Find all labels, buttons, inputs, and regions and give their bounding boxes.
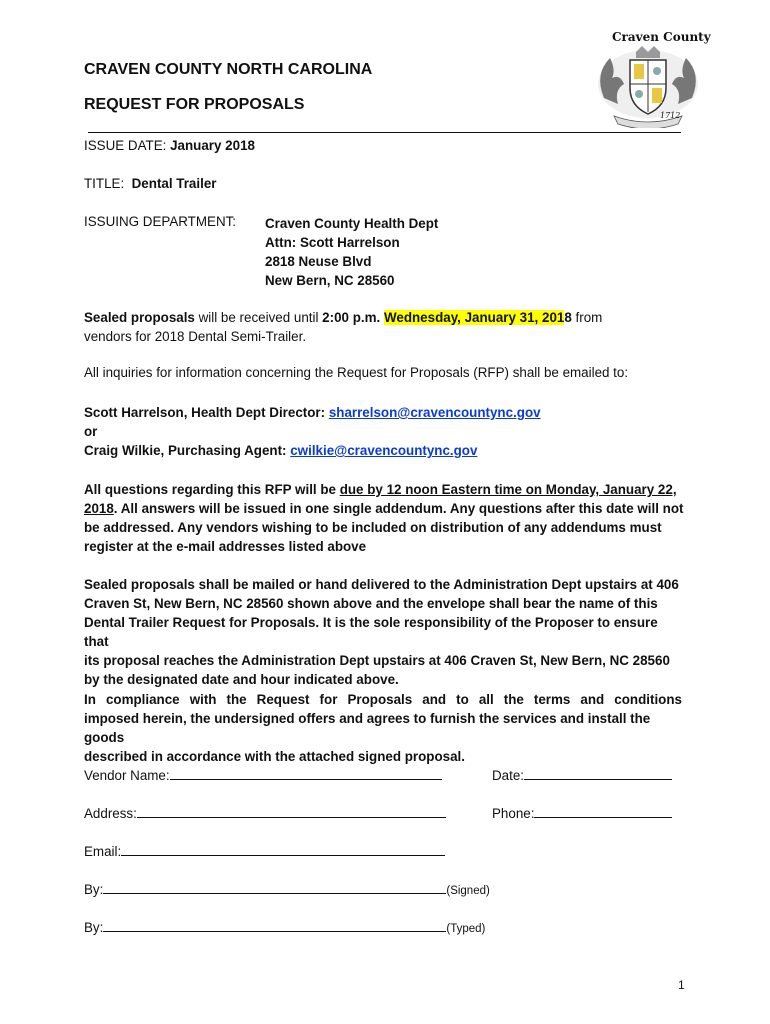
signed-note: (Signed) [446,885,490,897]
delivery-text: Sealed proposals shall be mailed or hand delivered to the Administration Dept upstairs at 406 [84,577,679,592]
vendor-name-field[interactable] [84,766,442,783]
seal-year: 1712 [660,111,681,120]
issuing-department-label: ISSUING DEPARTMENT: [84,214,237,229]
contact-or: or [84,424,98,439]
compliance-text: described in accordance with the attached signed proposal. [84,749,465,764]
questions-text: All questions regarding this RFP will be [84,482,340,497]
questions-paragraph [84,480,684,556]
address-label: Address: [84,806,137,821]
sealed-line-2: vendors for 2018 Dental Semi-Trailer. [84,329,307,344]
title-row [84,176,216,191]
county-title: CRAVEN COUNTY NORTH CAROLINA [84,61,373,78]
contact-2-label: Craig Wilkie, Purchasing Agent: [84,443,291,458]
issuing-department-address [265,214,438,290]
address-field[interactable] [84,804,446,821]
sealed-proposals-paragraph [84,308,684,346]
signed-by-field[interactable] [84,880,490,897]
issue-date-label: ISSUE DATE: [84,138,167,153]
sealed-text: will be received until [194,310,323,325]
issue-date-row [84,138,255,153]
typed-note: (Typed) [446,923,486,935]
seal-text: Craven County [612,30,711,44]
delivery-text: Dental Trailer Request for Proposals. It is the sole responsibility of the Proposer to ensure that [84,615,658,649]
contacts-block [84,403,541,460]
issue-date-value: January 2018 [170,138,255,153]
deadline-date-end: 8 [564,310,572,325]
department-line: 2818 Neuse Blvd [265,254,372,269]
date-field[interactable] [492,766,672,783]
date-line[interactable] [524,766,672,780]
title-label: TITLE: [84,176,125,191]
seal-crest-icon [590,44,706,128]
typed-by-field[interactable] [84,918,485,935]
department-line: Attn: Scott Harrelson [265,235,400,250]
date-label: Date: [492,768,525,783]
email-label: Email: [84,844,122,859]
sealed-from: from [571,310,603,325]
questions-text: . All answers will be issued in one single addendum. Any questions after this date will not [113,501,684,516]
delivery-paragraph [84,575,684,689]
title-value: Dental Trailer [131,176,217,191]
department-line: Craven County Health Dept [265,216,439,231]
delivery-text: its proposal reaches the Administration Dept upstairs at 406 Craven St, New Bern, NC 28560 [84,653,670,668]
header-divider [88,132,681,133]
email-line[interactable] [121,842,445,856]
questions-text: register at the e-mail addresses listed above [84,539,367,554]
phone-field[interactable] [492,804,672,821]
delivery-text: Craven St, New Bern, NC 28560 shown above and the envelope shall bear the name of this [84,596,658,611]
page-number: 1 [678,978,685,992]
compliance-text: imposed herein, the undersigned offers and agrees to furnish the services and install the goods [84,711,651,745]
typed-by-line[interactable] [103,918,446,932]
signed-by-label: By: [84,882,104,897]
email-field[interactable] [84,842,445,859]
vendor-name-label: Vendor Name: [84,768,170,783]
department-line: New Bern, NC 28560 [265,273,395,288]
phone-line[interactable] [534,804,672,818]
deadline-date-highlight: Wednesday, January 31, 201 [383,310,565,325]
typed-by-label: By: [84,920,104,935]
vendor-name-line[interactable] [170,766,442,780]
contact-1-label: Scott Harrelson, Health Dept Director: [84,405,329,420]
questions-deadline-year: 2018 [84,501,114,516]
contact-2-email-link[interactable]: cwilkie@cravencountync.gov [290,443,478,458]
county-seal-logo [590,28,711,128]
compliance-paragraph [84,690,682,766]
document-type-title: REQUEST FOR PROPOSALS [84,96,305,113]
questions-deadline: due by 12 noon Eastern time on Monday, January 22, [339,482,677,497]
inquiries-text: All inquiries for information concerning the Request for Proposals (RFP) shall be emailed to: [84,365,629,380]
signed-by-line[interactable] [103,880,446,894]
sealed-bold: Sealed proposals [84,310,195,325]
phone-label: Phone: [492,806,535,821]
compliance-text: In compliance with the Request for Proposals and to all the terms and conditions [84,692,682,707]
deadline-time: 2:00 p.m. [322,310,381,325]
contact-1-email-link[interactable]: sharrelson@cravencountync.gov [328,405,541,420]
delivery-text: by the designated date and hour indicated above. [84,672,399,687]
questions-text: be addressed. Any vendors wishing to be included on distribution of any addendums must [84,520,662,535]
address-line[interactable] [137,804,446,818]
